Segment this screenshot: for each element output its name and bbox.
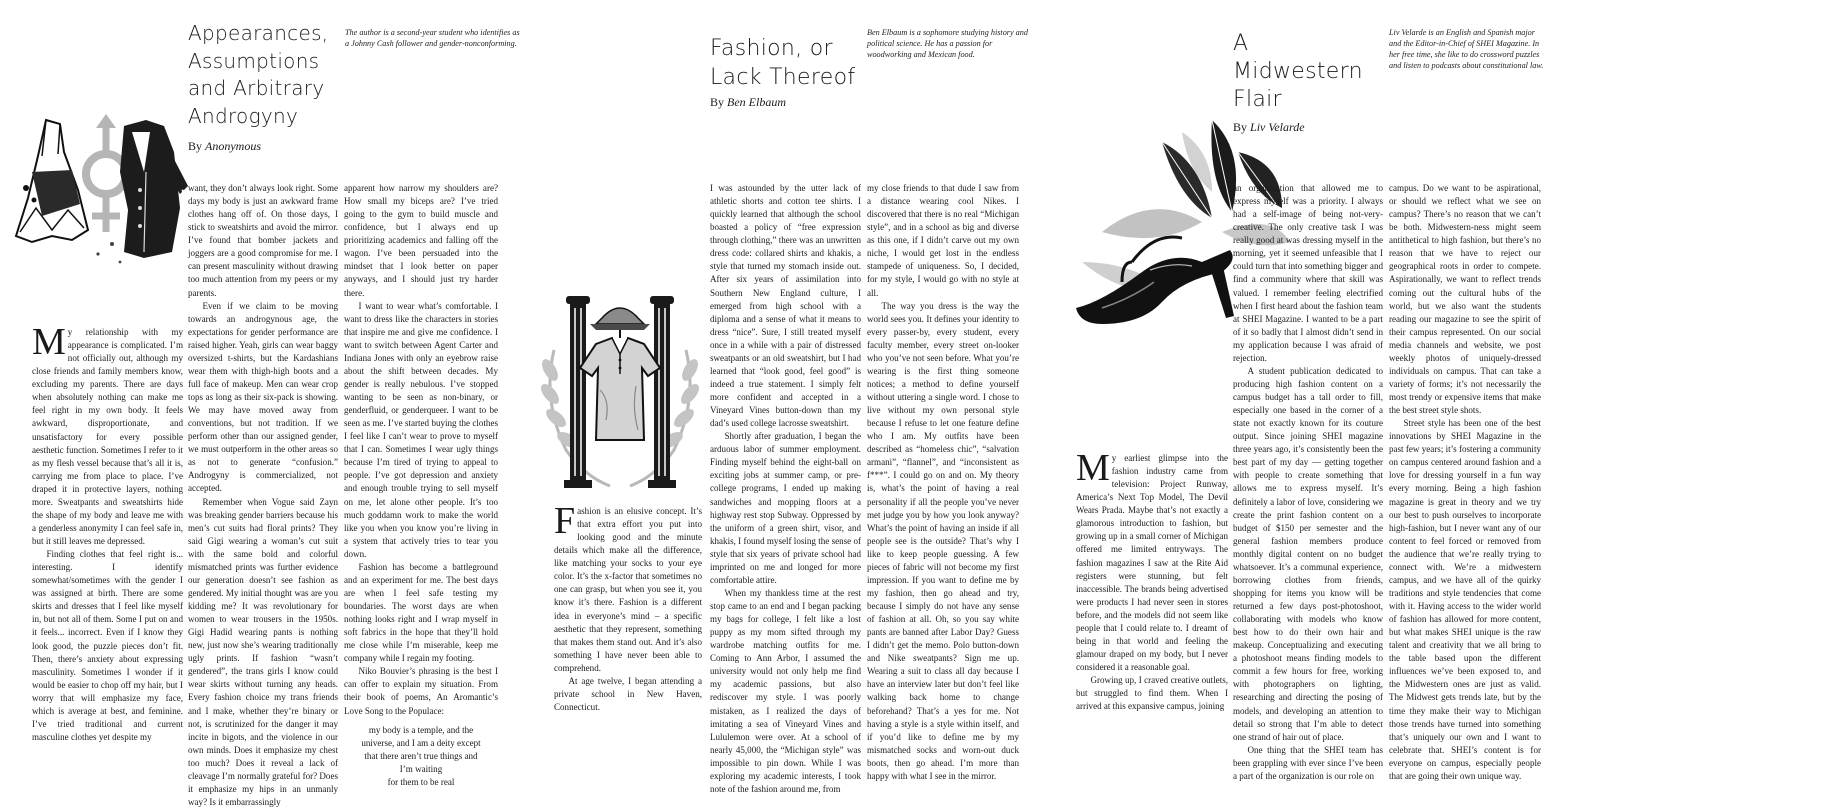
author-name: Anonymous	[205, 139, 262, 153]
author-bio: Liv Velarde is an English and Spanish major and the Editor-in-Chief of SHEI Magazine. In her free time, she like to do crossword puzzles and listen to podcasts about constitutional law.	[1389, 28, 1544, 71]
byline: By Liv Velarde	[1233, 120, 1305, 134]
poem-excerpt: my body is a temple, and the universe, and I am a deity except that there aren’t true things and I’m waiting for them to be real	[361, 724, 481, 787]
body-column-3: campus. Do we want to be aspirational, or should we reflect what we see on campus? There’s no reason that we can’t be both. Midwestern-ness might seem antithetical to high fashion, but there’s no reason that we have to reject our geographical roots in order to compete. Aspirationally, we want to reflect trends coming out the cultural hubs of the world, but we also want the students reading our magazine to see the spirit of their campus represented. On our social media channels and website, we post weekly photos of uniquely-dressed individuals on campus. That can take a variety of forms; it’s not necessarily the most trendy or expensive items that make the best street style shots. Street style has been one of the best innovations by SHEI Magazine in the past few years; it’s fostering a community on campus centered around fashion and a love for dressing yourself in a fun way every morning. Being a high fashion magazine is great in theory and we try our best to push ourselves to incorporate high-fashion, but I never want any of our content to feel forced or removed from the audience that we’re really trying to connect with. We’re a midwestern campus, and we have all of the quirky traditions and style tendencies that come with it. Having access to the wider world of fashion has allowed for more content, but what makes SHEI unique is the raw talent and creativity that we all bring to the table based upon the different influences we’ve been exposed to, and the Midwestern ones are just as valid. The Midwest gets trends late, but by the time they make their way to Michigan those trends have turned into something that’s uniquely our own and I want to celebrate that. SHEI’s content is for everyone on campus, especially people that are going their own unique way.	[1389, 183, 1541, 781]
article-title: Fashion, or Lack Thereof	[710, 36, 856, 90]
body-column-2: an organization that allowed me to express myself was a priority. I always had a self-image of being not-very-creative. The only creative task I was really good at was dressing myself in the morning, yet it seemed unfeasible that I could turn that into something bigger and find a community where that skill was valued. I remember feeling electrified when I first heard about the fashion team at SHEI Magazine. I wanted to be a part of it so badly that I almost didn’t send in my application because I was afraid of rejection. A student publication dedicated to producing high fashion content on a campus budget has a tall order to fill, especially one based in the corner of a state not exactly known for its couture output. Since joining SHEI magazine three years ago, it’s consistently been the best part of my day — getting together with people to create something that allows me to express myself. It’s definitely a labor of love, considering we create the print fashion content on a budget of $150 per semester and the general fashion members produce monthly digital content on no budget whatsoever. It’s a communal experience, borrowing clothes from friends, shopping for items you know will be returned a few days post-photoshoot, collaborating with models who know best how to do their own hair and makeup. Conceptualizing and executing a photoshoot means finding models to commit a few hours for free, working with photographers on lighting, researching and directing the posing of models, and developing an attention to detail so strong that I’m able to detect one strand of hair out of place. One thing that the SHEI team has been grappling with ever since I’ve been a part of the organization is our role on	[1233, 183, 1383, 781]
article-title: A Midwestern Flair	[1233, 31, 1363, 112]
author-bio: The author is a second-year student who identifies as a Johnny Cash follower and gender-nonconforming.	[345, 28, 520, 49]
body-column-3: apparent how narrow my shoulders are? How small my biceps are? I’ve tried going to the gym to build muscle and confidence, but I always end up prioritizing academics and falling off the wagon. I’ve been persuaded into the mindset that I look better on paper anyways, and I should just try harder there. I want to wear what’s comfortable. I want to dress like the characters in stories that inspire me and give me confidence. I want to switch between Agent Carter and Indiana Jones with only an eyebrow raise about the shift between decades. My gender is really nebulous. I’ve stopped wanting to be seen as non-binary, or genderfluid, or genderqueer. I want to be seen as me. I’ve started buying the clothes I feel like I can’t wear to prove to myself that I can. Sometimes I wear ugly things because I’m tired of trying to appeal to people. I’ve got depression and anxiety and enough trouble trying to sell myself on me, let alone other people. It’s too much goddamn work to make the world like you when you know you’re living in a system that actively tries to tear you down. Fashion has become a battleground and an experiment for me. The best days are when I feel safe testing my boundaries. The worst days are when nothing looks right and I wrap myself in soft fabrics in the hope that they’ll hold me close while I’m miserable, keep me company while I regain my footing. Niko Bouvier’s phrasing is the best I can offer to explain my situation. From their book of poems, An Aromantic’s Love Song to the Populace: my body is a temple, and the universe, and I am a deity except that there aren’t true things and I’m waiting for them to be real	[344, 182, 498, 786]
body-column-1: My relationship with my appearance is complicated. I’m not officially out, although my close friends and family members know, excluding my parents. There are days when absolutely nothing can make me feel right in my own body. It feels awkward, disproportionate, and unsatisfactory for every possible aesthetic function. Sometimes I refer to it as my flesh vessel because that’s all it is, carrying me from place to place. I’ve draped it in protective layers, nothing more. Sweatpants and sweatshirts hide the shape of my body and leave me with a genderless anonymity I can feel safe in, but it still leaves me depressed. Finding clothes that feel right is... interesting. I identify somewhat/sometimes with the gender I was assigned at birth. There are some skirts and dresses that I feel like myself in, but not all of them. Some I put on and it feels... incorrect. Even if I know they look good, the puzzle pieces don’t fit. Then, there’s anxiety about expressing masculinity. Sometimes I wonder if it would be easier to chop off my hair, but I worry that will emphasize my face, which is average at best, and feminine. I’ve tried traditional and current masculine clothes yet despite my	[32, 321, 183, 742]
byline: By Ben Elbaum	[710, 95, 787, 109]
byline: By Anonymous	[188, 139, 262, 153]
author-name: Ben Elbaum	[727, 95, 787, 109]
article-title: Appearances, Assumptions and Arbitrary Androgyny	[188, 21, 329, 128]
body-column-1: Fashion is an elusive concept. It’s that extra effort you put into looking good and the minute details which make all the difference, like matching your socks to your eye color. It’s the x-factor that sometimes no one can grasp, but when you see it, you know it’s there. Fashion is a different idea in everyone’s mind – a specific aesthetic that they represent, something that makes them stand out. And it’s also something I have never been able to comprehend. At age twelve, I began attending a private school in New Haven, Connecticut.	[554, 500, 702, 712]
body-column-1: My earliest glimpse into the fashion industry came from television: Project Runway, America’s Next Top Model, The Devil Wears Prada. Maybe that’s not exactly a glamorous introduction to fashion, but growing up in a small corner of Michigan offered me limited entryways. The fashion magazines I saw at the Rite Aid registers were stunning, but felt inaccessible. The brands being advertised were products I had never seen in stores before, and the models did not seem like people that I could relate to. I dreamt of being in that world and feeling the glamour draped on my body, but I never considered it a reasonable goal. Growing up, I craved creative outlets, but struggled to find them. When I arrived at this expansive campus, joining	[1076, 447, 1228, 712]
body-column-3: my close friends to that dude I saw from a distance wearing cool Nikes. I discovered that there is no real “Michigan style”, and in a school as big and diverse as this one, if I didn’t carve out my own niche, I would get lost in the endless stampede of uniqueness. So, I decided, for my style, I would go with no style at all. The way you dress is the way the world sees you. It defines your identity to every passer-by, every student, every faculty member, every street on-looker who you’ve not seen before. What you’re wearing is the first thing someone notices; a method to define yourself without uttering a single word. I chose to live without my own personal style because I refuse to let one feature define who I am. My outfits have been described as “homeless chic”, “salvation armani”, “flannel”, and “inconsistent as f***”. I could go on and on. My theory is, what’s the point of having a real personality if all the people you’ve never met judge you by how you look anyway? What’s the point of having an inside if all people see is the outside? That’s why I like to keep people guessing. A few pieces of fabric will not become my first impression. If you want to define me by my fashion, then go ahead and try, because I simply do not have any sense of fashion at all. Oh, so you say white pants are banned after Labor Day? Guess I didn’t get the memo. Polo button-down and Nike sweatpants? Sign me up. Wearing a suit to class all day because I have an interview later but don’t feel like walking back home to change beforehand? That’s a yes for me. Not having a style is a style within itself, and if you’d like to define me by my mismatched socks and worn-out duck boots, then go ahead. I’m more than happy with what I see in the mirror.	[867, 183, 1019, 781]
body-column-2: want, they don’t always look right. Some days my body is just an awkward frame clothes hang off of. On those days, I stick to sweatshirts and avoid the mirror. I’ve found that bomber jackets and joggers are a good compromise for me. I can present masculinity without drawing too much attention from my peers or my parents. Even if we claim to be moving towards an androgynous age, the expectations for gender performance are raised higher. Yeah, girls can wear baggy oversized t-shirts, but the Kardashians wear them with thigh-high boots and a full face of makeup. Men can wear crop tops as long as their six-pack is showing. We may have moved away from conventions, but not tradition. If we perform other than our assigned gender, we must outperform in the other areas so as not to generate “confusion.” Androgyny is commercialized, not accepted. Remember when Vogue said Zayn was breaking gender barriers because his men’s cut suits had floral prints? They said Gigi wearing a woman’s cut suit with the same bold and colorful mismatched prints was further evidence our generation doesn’t see fashion as gendered. My initial thought was are you kidding me? It was revolutionary for women to wear trousers in the 1950s. Gigi Hadid wearing pants is nothing new, just now she’s wearing traditionally ugly prints. If fashion “wasn’t gendered”, the trans girls I know could wear skirts without turning any heads. Every fashion choice my trans friends and I make, whether they’re binary or not, is scrutinized for the danger it may incite in bigots, and the violence in our own minds. Does it emphasize my chest too much? Does it reveal a lack of cleavage I’m normally grateful for? Does it emphasize my hips in an unmanly way? Is it embarrassingly	[188, 183, 338, 807]
body-column-2: I was astounded by the utter lack of athletic shorts and cotton tee shirts. I quickly learned that although the school boasted a policy of “free expression through clothing,” there was an unwritten dress code: collared shirts and khakis, a style that turned my stomach inside out. After six years of assimilation into Southern New England culture, I emerged from high school with a diploma and a sense of what it means to dress “nice”. Sure, I still treated myself once in a while with a pair of distressed sweatpants or an old sweatshirt, but I had learned that “look good, feel good” is indeed a true statement. I simply felt more confident and accepted in a Vineyard Vines button-down than my dad’s used college lacrosse sweatshirt. Shortly after graduation, I began the arduous labor of summer employment. Finding myself behind the eight-ball on exciting jobs at summer camp, or pre-college programs, I ended up making sandwiches and mopping floors at a highway rest stop Subway. Oppressed by the uniform of a green shirt, visor, and khakis, I found myself losing the sense of style that six years of private school had imprinted on me and longed for more comfortable attire. When my thankless time at the rest stop came to an end and I began packing my bags for college, I felt like a lost puppy as my mom sifted through my wardrobe matching outfits for me. Coming to Ann Arbor, I assumed the university would not only help me find my academic passions, but also rediscover my style. I was poorly mistaken, as I realized the days of imitating a sea of Vineyard Vines and Lululemon were over. At a school of nearly 45,000, the “Michigan style” was impossible to pin down. While I was exploring my academic interests, I took note of the fashion around me, from	[710, 183, 861, 794]
author-bio: Ben Elbaum is a sophomore studying history and political science. He has a passion for woodworking and Mexican food.	[867, 28, 1028, 60]
author-name: Liv Velarde	[1250, 120, 1305, 134]
